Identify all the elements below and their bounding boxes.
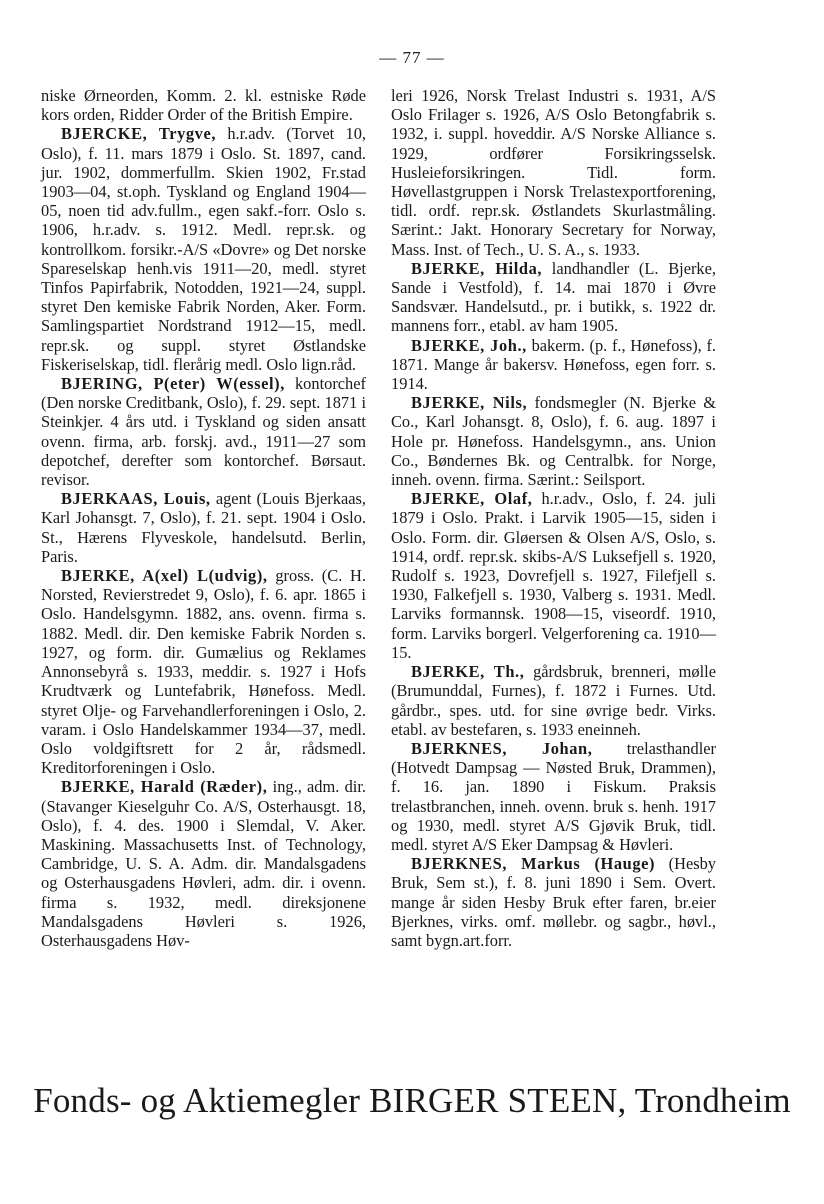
entry-name: BJERKNES, Johan,: [411, 738, 593, 758]
entry-name: BJERKAAS, Louis,: [61, 489, 211, 509]
entry-name: BJERKE, Joh.,: [411, 335, 527, 355]
entry-text: bakerm. (p. f., Hønefoss), f. 1871. Mange år bakersv. Hønefoss, egen forr. s. 1914.: [391, 335, 716, 394]
entry-text: landhandler (L. Bjerke, Sande i Vestfold), f. 14. mai 1870 i Øvre Sandsvær. Handelsutd., pr. i butikk, s. 1922 dr. mannens forr., etabl. av ham 1905.: [391, 258, 716, 336]
right-column: [391, 86, 716, 950]
entry-text: kontorchef (Den norske Creditbank, Oslo), f. 29. sept. 1871 i Steinkjer. 4 års utd. i Tyskland og siden ansatt ovenn. firma, arb. forskj. avd., 1911—27 som depotchef, derefter som kontorchef. Børsaut. revisor.: [41, 374, 366, 490]
entry-text: gårdsbruk, brenneri, mølle (Brumunddal, Furnes), f. 1872 i Furnes. Utd. gårdbr., spes. utd. for sine øvrige bedr. Virks. etabl. av bestefaren, s. 1933 eneinneh.: [391, 662, 717, 739]
entry-text: fondsmegler (N. Bjerke & Co., Karl Johansgt. 8, Oslo), f. 6. aug. 1897 i Hole pr. Hønefoss. Handelsgymn., ans. Union Co., Bøndernes Bk. og Centralbk. for Norge, inneh. ovenn. firma. Særint.: Seilsport.: [391, 393, 716, 490]
entry-name: BJERKE, Olaf,: [411, 489, 533, 509]
entry-bjerke-nils: [391, 393, 716, 489]
entry-bjering-peter: [41, 374, 366, 489]
entry-name: BJERKE, A(xel) L(udvig),: [61, 566, 268, 586]
entry-text: ing., adm. dir. (Stavanger Kieselguhr Co. A/S, Osterhausgt. 18, Oslo), f. 4. des. 1900 i Slemdal, V. Aker. Maskining. Massachusetts Inst. of Technology, Cambridge, U. S. A. Adm. dir. Mandalsgadens og Osterhausgadens Høvleri, adm. dir. i ovenn. firma s. 1932, medl. direksjonene Mandalsgadens Høvleri s. 1926, Osterhausgadens Høv-: [41, 777, 366, 950]
entry-text: h.r.adv. (Torvet 10, Oslo), f. 11. mars 1879 i Oslo. St. 1897, cand. jur. 1902, dommerfullm. Skien 1902, Fr.stad 1903—04, st.oph. Tyskland og England 1904—05, noen tid adv.fullm., egen sakf.-forr. Oslo s. 1906, h.r.adv. s. 1912. Medl. repr.sk. og kontrollkom. forsikr.-A/S «Dovre» og Det norske Spareselskap henh.vis 1911—20, medl. styret Tinfos Papirfabrik, Notodden, 1921—24, suppl. styret Den kemiske Fabrik Norden, Aker. Form. Samlingspartiet Nordstrand 1912—15, medl. repr.sk. og suppl. styret Østlandske Fiskeriselskap, tidl. flerårig medl. Oslo lign.råd.: [41, 124, 366, 374]
entry-name: BJERING, P(eter) W(essel),: [61, 374, 285, 394]
entry-text: h.r.adv., Oslo, f. 24. juli 1879 i Oslo. Prakt. i Larvik 1905—15, siden i Oslo. Form. dir. Gløersen & Olsen A/S, Oslo, s. 1914, ordf. repr.sk. skibs-A/S Luksefjell s. 1920, Rudolf s. 1923, Dovrefjell s. 1927, Filefjell s. 1930, Falkefjell s. 1930, Valberg s. 1931. Medl. Larviks formannsk. 1908—15, viseordf. 1910, form. Larviks borgerl. Velgerforening ca. 1910—15.: [391, 489, 716, 662]
entry-bjerke-harald: [41, 777, 366, 950]
entry-name: BJERKE, Nils,: [411, 393, 528, 413]
entry-text: (Hesby Bruk, Sem st.), f. 8. juni 1890 i Sem. Overt. mange år siden Hesby Bruk efter faren, br.eier Bjerknes, virks. omf. møllebr. og sagbr., høvl., samt bygn.art.forr.: [391, 854, 716, 950]
left-continuation-text: niske Ørneorden, Komm. 2. kl. estniske Røde kors orden, Ridder Order of the British Empire.: [41, 86, 366, 125]
entry-bjerknes-johan: [391, 739, 716, 854]
entry-name: BJERKE, Th.,: [411, 662, 525, 682]
entry-name: BJERCKE, Trygve,: [61, 124, 217, 144]
entry-bjerke-hilda: [391, 259, 716, 336]
entry-bjerknes-markus: [391, 854, 716, 950]
page-number: — 77 —: [379, 48, 445, 67]
entry-text: gross. (C. H. Norsted, Revierstredet 9, Oslo), f. 6. apr. 1865 i Oslo. Handelsgymn. 1882, ans. ovenn. firma s. 1882. Medl. dir. Den kemiske Fabrik Norden s. 1927, og form. dir. Gumælius og Reklames Annonsebyrå s. 1933, meddir. s. 1927 i Hofs Krudtværk og Luntefabrik, Hønefoss. Medl. styret Olje- og Farvehandlerforeningen i Oslo, 2. varam. i Oslo Handelskammer 1934—37, medl. Oslo voldgiftsrett for 2 år, rådsmedl. Kreditorforeningen i Oslo.: [41, 566, 366, 778]
entry-name: BJERKE, Hilda,: [411, 258, 543, 278]
entry-bjerkaas-louis: [41, 489, 366, 566]
entry-bjerke-axel: [41, 566, 366, 777]
entry-bjerke-joh: [391, 336, 716, 394]
left-column: [41, 86, 366, 950]
right-continuation-text: leri 1926, Norsk Trelast Industri s. 1931, A/S Oslo Frilager s. 1926, A/S Oslo Betongfabrik s. 1932, i. suppl. hoveddir. A/S Norske Alliance s. 1929, ordfører Forsikringsselsk. Husleieforsikringen. Tidl. form. Høvellastgruppen i Norsk Trelastexportforening, tidl. ordf. repr.sk. Østlandets Skurlastmåling. Særint.: Jakt. Honorary Secretary for Norway, Mass. Inst. of Tech., U. S. A., s. 1933.: [391, 86, 716, 259]
entry-text: agent (Louis Bjerkaas, Karl Johansgt. 7, Oslo), f. 21. sept. 1904 i Oslo. St., Hærens Flyveskole, handelsutd. Berlin, Paris.: [41, 489, 366, 566]
footer-advertisement: Fonds- og Aktiemegler BIRGER STEEN, Trondheim: [33, 1081, 791, 1120]
entry-name: BJERKE, Harald (Ræder),: [61, 777, 268, 797]
entry-name: BJERKNES, Markus (Hauge): [411, 854, 656, 874]
entry-bjerke-olaf: [391, 489, 716, 662]
entry-bjerke-th: [391, 662, 716, 739]
entry-text: trelasthandler (Hotvedt Dampsag — Nøsted Bruk, Drammen), f. 16. jan. 1890 i Fiskum. Praksis trelastbranchen, inneh. ovenn. bruk s. henh. 1917 og 1930, medl. styret A/S Gjøvik Bruk, tidl. medl. styret A/S Eker Dampsag & Høvleri.: [391, 738, 716, 854]
entry-bjercke-trygve: [41, 124, 366, 374]
